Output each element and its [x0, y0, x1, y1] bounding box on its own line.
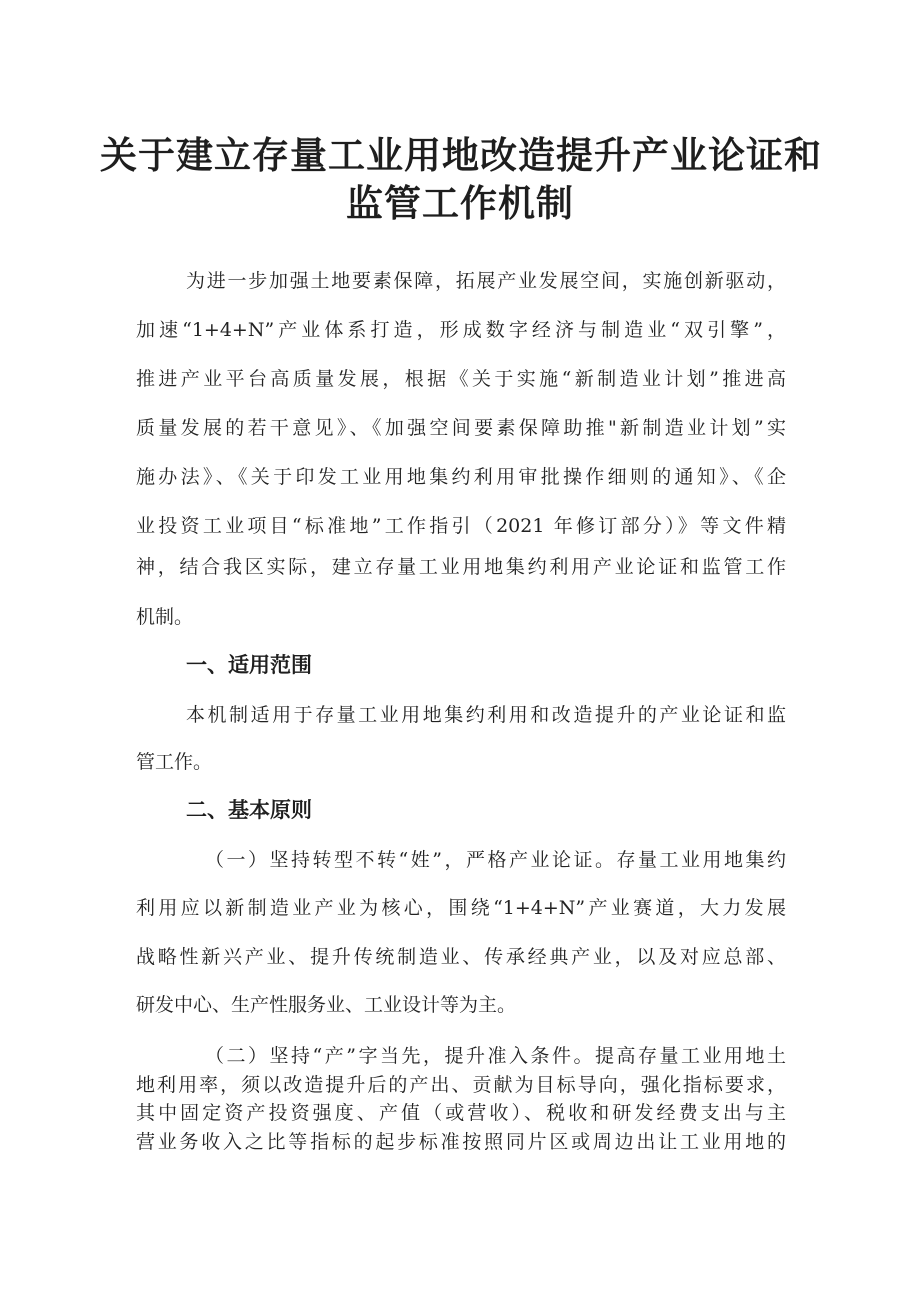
- principle-2-line: （二）坚持“产”字当先，提升准入条件。提高存量工业用地土: [205, 1045, 786, 1067]
- intro-line: 为进一步加强土地要素保障，拓展产业发展空间，实施创新驱动，: [186, 270, 786, 292]
- intro-line: 机制。: [136, 606, 194, 628]
- intro-line: 质量发展的若干意见》、《加强空间要素保障助推"新制造业计划”实: [136, 417, 786, 439]
- intro-line: 加速“1+4+N”产业体系打造，形成数字经济与制造业“双引擎”，: [136, 319, 786, 341]
- intro-line: 施办法》、《关于印发工业用地集约利用审批操作细则的通知》、《企: [136, 466, 786, 488]
- intro-line: 业投资工业项目“标准地”工作指引（2021 年修订部分）》等文件精: [136, 515, 786, 537]
- principle-1-line: 战略性新兴产业、提升传统制造业、传承经典产业，以及对应总部、: [136, 946, 786, 968]
- document-title-line-1: 关于建立存量工业用地改造提升产业论证和: [100, 134, 822, 177]
- intro-line: 神，结合我区实际，建立存量工业用地集约利用产业论证和监管工作: [136, 556, 786, 578]
- principle-2-line: 其中固定资产投资强度、产值（或营收）、税收和研发经费支出与主: [136, 1102, 786, 1124]
- principle-2-line: 地利用率，须以改造提升后的产出、贡献为目标导向，强化指标要求，: [136, 1074, 786, 1096]
- document-title-line-2: 监管工作机制: [346, 182, 574, 225]
- intro-line: 推进产业平台高质量发展，根据《关于实施“新制造业计划”推进高: [136, 368, 786, 390]
- section-1-line: 管工作。: [136, 751, 213, 773]
- principle-2-line: 营业务收入之比等指标的起步标准按照同片区或周边出让工业用地的: [136, 1131, 786, 1153]
- principle-1-line: 利用应以新制造业产业为核心，围绕“1+4+N”产业赛道，大力发展: [136, 897, 786, 919]
- section-1-line: 本机制适用于存量工业用地集约利用和改造提升的产业论证和监: [186, 704, 786, 726]
- section-heading-scope: 一、适用范围: [186, 653, 312, 677]
- principle-1-line: 研发中心、生产性服务业、工业设计等为主。: [136, 994, 517, 1016]
- principle-1-line: （一）坚持转型不转“姓”，严格产业论证。存量工业用地集约: [205, 849, 786, 871]
- section-heading-principles: 二、基本原则: [186, 798, 312, 822]
